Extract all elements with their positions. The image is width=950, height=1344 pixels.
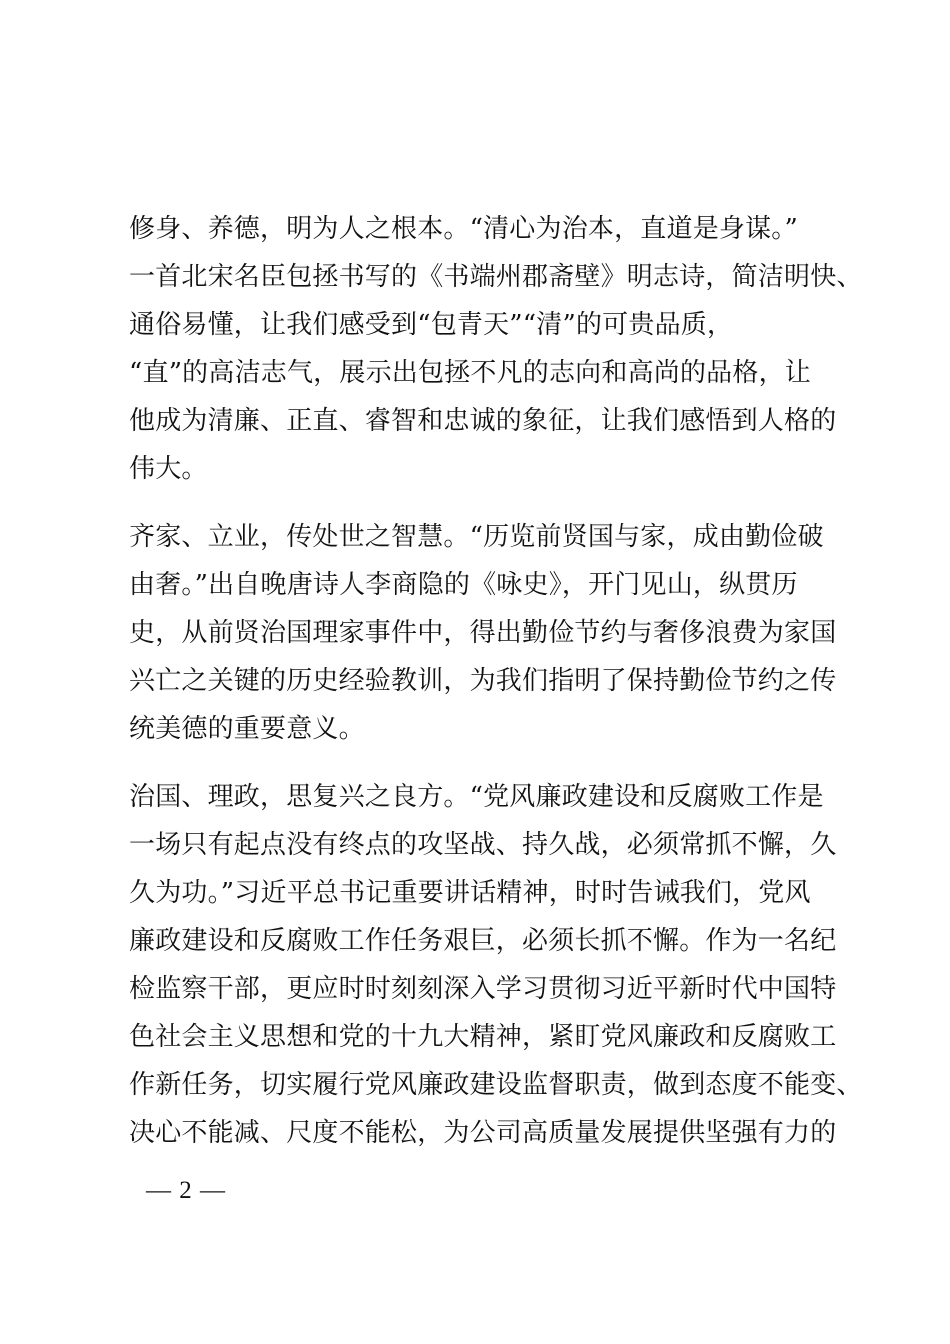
paragraph-2-line-1: 齐家、立业，传处世之智慧。“历览前贤国与家，成由勤俭破 [129, 522, 824, 552]
paragraph-1-line-6: 伟大。 [129, 454, 208, 484]
page-number: — 2 — [146, 1177, 226, 1204]
paragraph-2-line-4: 兴亡之关键的历史经验教训，为我们指明了保持勤俭节约之传 [129, 666, 837, 696]
paragraph-1-line-2: 一首北宋名臣包拯书写的《书端州郡斋壁》明志诗，简洁明快、 [129, 262, 863, 292]
paragraph-1-line-5: 他成为清廉、正直、睿智和忠诚的象征，让我们感悟到人格的 [129, 406, 837, 436]
paragraph-2-line-3: 史，从前贤治国理家事件中，得出勤俭节约与奢侈浪费为家国 [129, 618, 837, 648]
paragraph-3-line-5: 检监察干部，更应时时刻刻深入学习贯彻习近平新时代中国特 [129, 974, 837, 1004]
paragraph-3-line-1: 治国、理政，思复兴之良方。“党风廉政建设和反腐败工作是 [129, 782, 824, 812]
paragraph-3-line-4: 廉政建设和反腐败工作任务艰巨，必须长抓不懈。作为一名纪 [129, 926, 837, 956]
paragraph-1-line-4: “直”的高洁志气，展示出包拯不凡的志向和高尚的品格，让 [129, 358, 811, 388]
paragraph-3-line-3: 久为功。”习近平总书记重要讲话精神，时时告诫我们，党风 [129, 878, 811, 908]
paragraph-2-line-5: 统美德的重要意义。 [129, 714, 365, 744]
paragraph-1-line-3: 通俗易懂，让我们感受到“包青天”“清”的可贵品质， [129, 310, 734, 340]
paragraph-1-line-1: 修身、养德，明为人之根本。“清心为治本，直道是身谋。” [129, 214, 798, 244]
paragraph-3-line-8: 决心不能减、尺度不能松，为公司高质量发展提供坚强有力的 [129, 1118, 837, 1148]
paragraph-2-line-2: 由奢。”出自晚唐诗人李商隐的《咏史》，开门见山，纵贯历 [129, 570, 798, 600]
paragraph-3-line-7: 作新任务，切实履行党风廉政建设监督职责，做到态度不能变、 [129, 1070, 863, 1100]
paragraph-3-line-6: 色社会主义思想和党的十九大精神，紧盯党风廉政和反腐败工 [129, 1022, 837, 1052]
paragraph-3-line-2: 一场只有起点没有终点的攻坚战、持久战，必须常抓不懈，久 [129, 830, 837, 860]
